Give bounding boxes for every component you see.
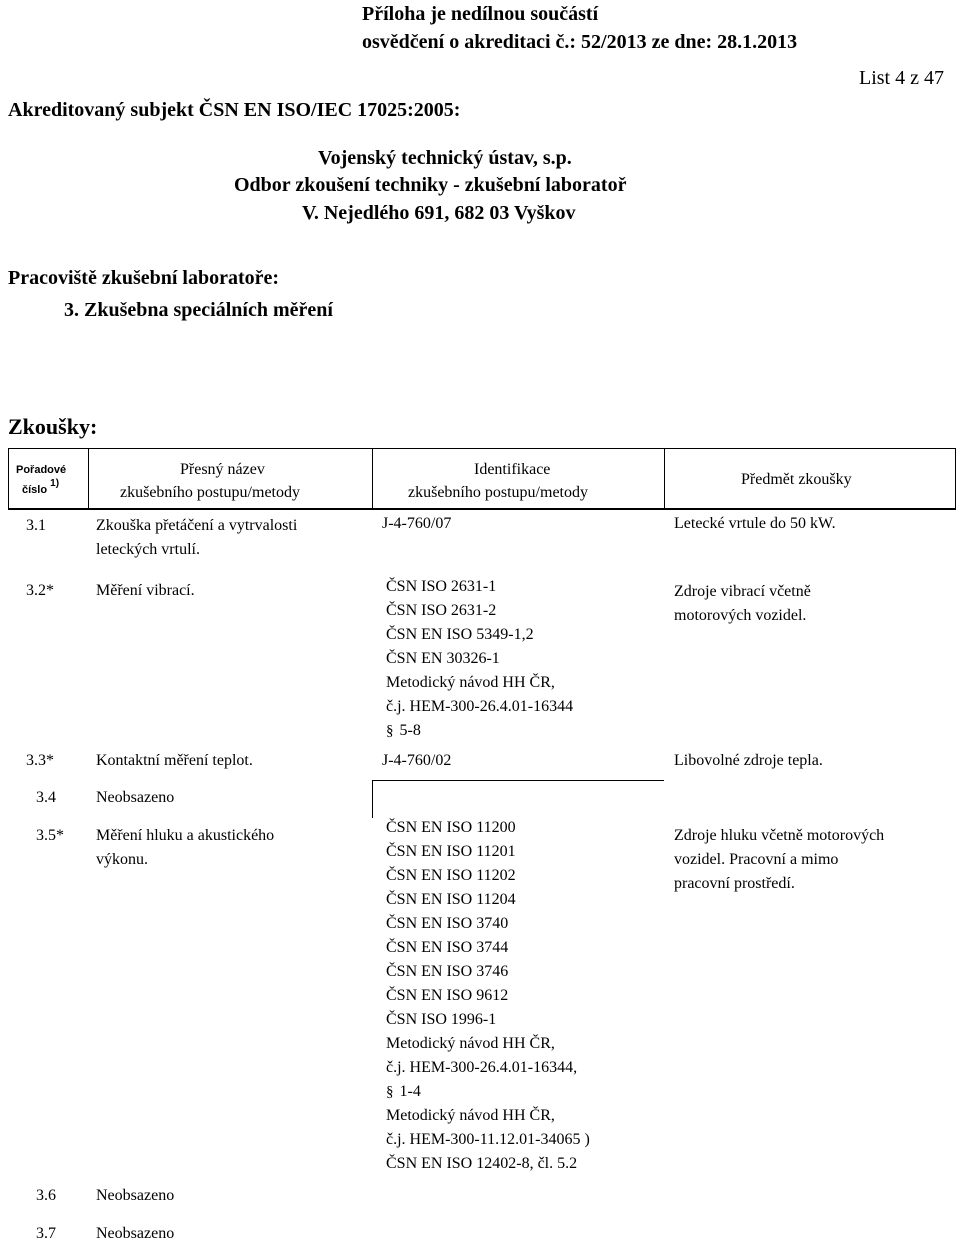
test-name-line: Neobsazeno <box>96 1187 175 1204</box>
subject-line: Letecké vrtule do 50 kW. <box>674 515 836 532</box>
tests-heading: Zkoušky: <box>8 414 98 439</box>
test-name-line: Neobsazeno <box>96 789 175 806</box>
test-name-line: Neobsazeno <box>96 1225 175 1242</box>
subject-line: Libovolné zdroje tepla. <box>674 752 823 769</box>
test-name <box>96 514 297 562</box>
ident-line: ČSN EN ISO 12402-8, čl. 5.2 <box>386 1155 578 1172</box>
row-separator-3-4 <box>372 780 373 818</box>
ident-line: ČSN EN ISO 3744 <box>386 939 509 956</box>
accredited-subject: Akreditovaný subjekt ČSN EN ISO/IEC 17025:2005: <box>8 99 461 121</box>
test-name <box>96 579 195 603</box>
workplace-label: Pracoviště zkušební laboratoře: <box>8 267 280 289</box>
header-subject: Předmět zkoušky <box>741 471 852 488</box>
test-name-line: Kontaktní měření teplot. <box>96 752 253 769</box>
subject-line: vozidel. Pracovní a mimo <box>674 851 839 868</box>
col-divider-3 <box>664 448 665 510</box>
ident-line: č.j. HEM-300-26.4.01-16344, <box>386 1059 578 1076</box>
test-name-line: Měření hluku a akustického <box>96 827 275 844</box>
ident-line-with-section <box>386 1080 590 1104</box>
table-right-border <box>955 448 956 510</box>
test-name-line: Zkouška přetáčení a vytrvalosti <box>96 517 298 534</box>
ident-line-with-section <box>386 719 573 743</box>
test-subject <box>674 749 823 773</box>
test-name-line: Měření vibrací. <box>96 582 195 599</box>
table-top-border <box>8 448 956 449</box>
row-number: 3.2* <box>26 582 54 599</box>
ident-line: ČSN EN 30326-1 <box>386 650 500 667</box>
ident-line: ČSN EN ISO 5349-1,2 <box>386 626 534 643</box>
ident-line: ČSN EN ISO 11201 <box>386 843 516 860</box>
annex-line-1: Příloha je nedílnou součástí <box>362 3 599 25</box>
header-order-footnote: 1) <box>50 478 60 489</box>
org-name: Vojenský technický ústav, s.p. <box>318 147 572 169</box>
subject-line: pracovní prostředí. <box>674 875 795 892</box>
subject-line: Zdroje vibrací včetně <box>674 583 811 600</box>
ident-line: č.j. HEM-300-11.12.01-34065 ) <box>386 1131 590 1148</box>
header-order-text: číslo <box>22 484 48 496</box>
row-number: 3.7 <box>36 1225 56 1242</box>
test-name-line: leteckých vrtulí. <box>96 541 200 558</box>
row-number: 3.3* <box>26 752 54 769</box>
org-department: Odbor zkoušení techniky - zkušební laboratoř <box>234 174 627 196</box>
ident-line: ČSN EN ISO 9612 <box>386 987 509 1004</box>
row-number: 3.5* <box>36 827 64 844</box>
row-number: 3.6 <box>36 1187 56 1204</box>
ident-line: ČSN EN ISO 11200 <box>386 819 516 836</box>
subject-line: Zdroje hluku včetně motorových <box>674 827 885 844</box>
header-name-line2: zkušebního postupu/metody <box>120 484 300 501</box>
header-ident-line1: Identifikace <box>474 461 551 478</box>
test-identification <box>386 575 573 743</box>
ident-line: 5-8 <box>399 722 421 739</box>
subject-line: motorových vozidel. <box>674 607 807 624</box>
test-subject <box>674 580 811 628</box>
header-order-line1: Pořadové <box>16 464 67 476</box>
ident-line: 1-4 <box>399 1083 421 1100</box>
ident-line: Metodický návod HH ČR, <box>386 674 555 691</box>
ident-line: ČSN ISO 1996-1 <box>386 1011 497 1028</box>
test-identification <box>382 749 451 773</box>
ident-line: Metodický návod HH ČR, <box>386 1035 555 1052</box>
test-name-line: výkonu. <box>96 851 148 868</box>
test-name <box>96 749 253 773</box>
row-number: 3.1 <box>26 517 46 534</box>
test-identification <box>382 512 451 536</box>
ident-line: ČSN EN ISO 11202 <box>386 867 516 884</box>
test-name <box>96 786 174 810</box>
ident-line: ČSN EN ISO 11204 <box>386 891 516 908</box>
ident-line: Metodický návod HH ČR, <box>386 1107 555 1124</box>
test-name <box>96 824 274 872</box>
ident-line: J-4-760/07 <box>382 515 452 532</box>
section-mark: § <box>386 723 394 739</box>
test-name <box>96 1184 174 1208</box>
table-header-border <box>8 508 956 510</box>
row-separator-3-4-h <box>372 780 664 781</box>
table-left-border <box>8 448 9 510</box>
ident-line: č.j. HEM-300-26.4.01-16344 <box>386 698 574 715</box>
workplace-name: 3. Zkušebna speciálních měření <box>64 299 333 321</box>
ident-line: ČSN EN ISO 3740 <box>386 915 509 932</box>
header-name-line1: Přesný název <box>180 461 265 478</box>
header-ident-line2: zkušebního postupu/metody <box>408 484 588 501</box>
header-order-line2 <box>22 478 60 496</box>
page-number: List 4 z 47 <box>859 67 944 89</box>
ident-line: ČSN ISO 2631-2 <box>386 602 497 619</box>
row-number: 3.4 <box>36 789 56 806</box>
org-address: V. Nejedlého 691, 682 03 Vyškov <box>302 202 576 224</box>
test-subject <box>674 512 836 536</box>
ident-line: J-4-760/02 <box>382 752 452 769</box>
section-mark: § <box>386 1084 394 1100</box>
test-subject <box>674 824 884 896</box>
ident-line: ČSN EN ISO 3746 <box>386 963 509 980</box>
ident-line: ČSN ISO 2631-1 <box>386 578 497 595</box>
test-name <box>96 1222 174 1246</box>
test-identification <box>386 816 590 1176</box>
annex-line-2: osvědčení o akreditaci č.: 52/2013 ze dne: 28.1.2013 <box>362 31 798 53</box>
col-divider-2 <box>372 448 373 510</box>
col-divider-1 <box>88 448 89 510</box>
